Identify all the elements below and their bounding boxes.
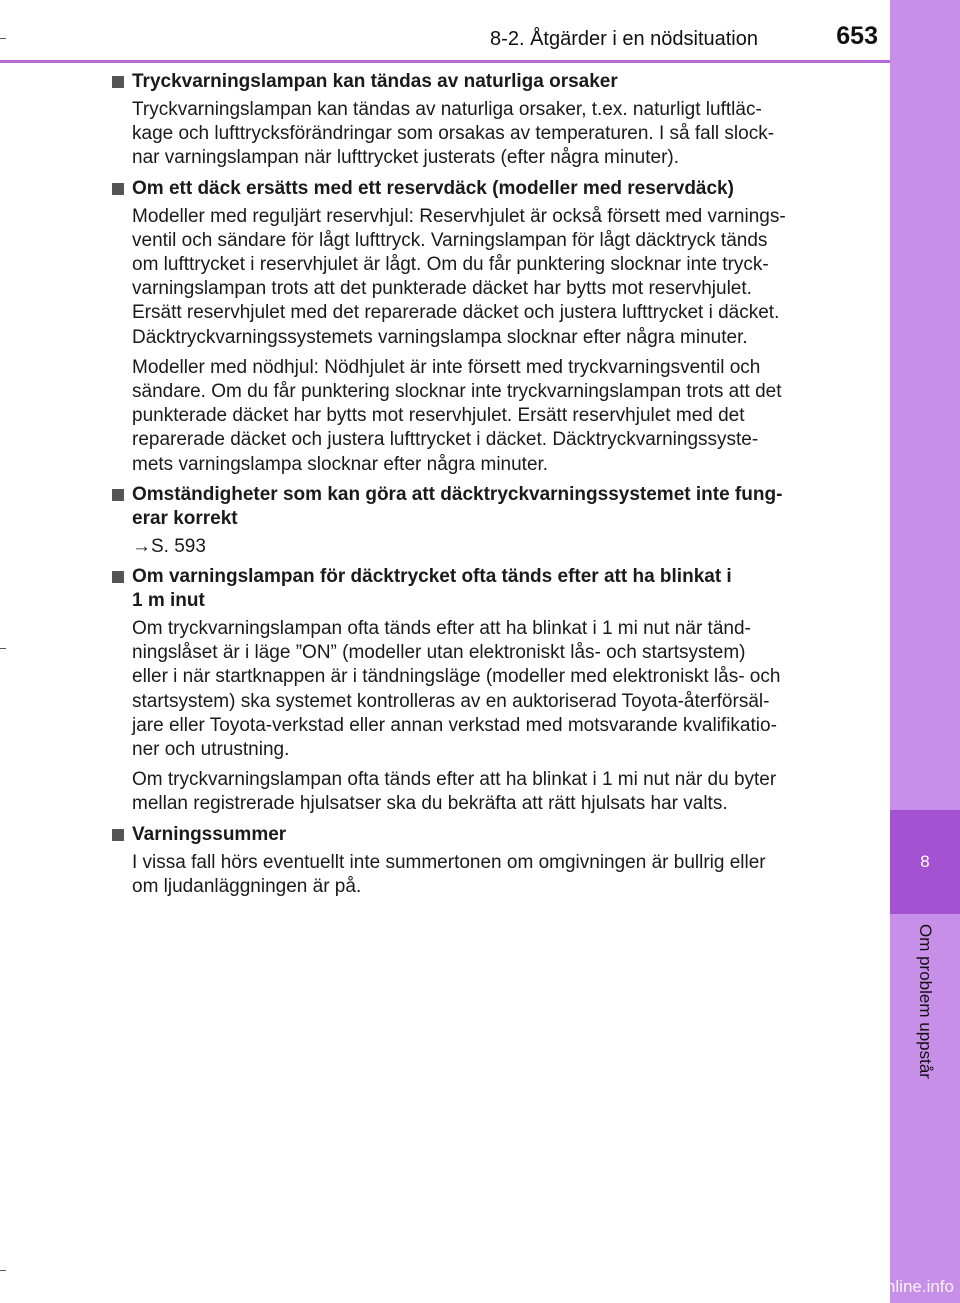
section-item (112, 565, 842, 817)
body-paragraph[interactable]: →S. 593 (132, 535, 206, 557)
section-heading-text: Om varningslampan för däcktrycket ofta tänds efter att ha blinkat i 1 m inut (132, 566, 732, 612)
body-paragraph: I vissa fall hörs eventuellt inte summertonen om omgivningen är bullrig eller om ljudanläggningen är på. (132, 851, 766, 897)
watermark: carmanualsonline.info (788, 1277, 954, 1296)
section-item (112, 483, 842, 559)
square-bullet-icon (112, 571, 124, 583)
square-bullet-icon (112, 829, 124, 841)
section-item (112, 177, 842, 477)
chapter-title: Om problem uppstår (916, 924, 935, 1079)
square-bullet-icon (112, 489, 124, 501)
page-content (112, 70, 842, 905)
page-header (0, 0, 890, 60)
chapter-tab[interactable] (890, 810, 960, 914)
body-paragraph: Om tryckvarningslampan ofta tänds efter att ha blinkat i 1 mi nut när tänd- ningslåset är i läge ”ON” (modeller utan elektroniskt lås- och startsystem) eller i när startknappen är i tändningsläge (modeller med elektroniskt lås- och startsystem) ska systemet kontrolleras av en auktoriserad Toyota-återförsäl- jare eller Toyota-verkstad eller annan verkstad med motsvarande kvalifikatio- ner och utrustning. (132, 618, 781, 761)
crop-mark (0, 648, 6, 649)
section-item (112, 70, 842, 171)
header-rule (0, 60, 890, 63)
section-heading (112, 70, 842, 94)
body-paragraph: Modeller med nödhjul: Nödhjulet är inte försett med tryckvarningsventil och sändare. Om du får punktering slocknar inte tryckvarningslampan trots att det punkterade däcket har bytts mot reservhjulet. Ersätt reservhjulet med det reparerade däcket och justera lufttrycket i däcket. Däcktryckvarningssyste- mets varningslampa slocknar efter några minuter. (132, 356, 782, 475)
section-heading-text: Tryckvarningslampan kan tändas av naturliga orsaker (132, 71, 618, 92)
chapter-title-container (890, 924, 960, 1124)
body-paragraph: Om tryckvarningslampan ofta tänds efter att ha blinkat i 1 mi nut när du byter mellan registrerade hjulsatser ska du bekräfta att rätt hjulsats har valts. (132, 769, 777, 815)
section-heading (112, 483, 842, 531)
section-heading-text: Varningssummer (132, 823, 287, 845)
chapter-number: 8 (920, 852, 930, 871)
section-heading (112, 823, 842, 847)
section-heading (112, 565, 842, 613)
page-number: 653 (836, 22, 878, 50)
chapter-sidebar (890, 0, 960, 1303)
body-paragraph: Tryckvarningslampan kan tändas av naturliga orsaker, t.ex. naturligt luftläc- kage och lufttrycksförändringar som orsakas av temperaturen. I så fall slock- nar varningslampan när lufttrycket justerats (efter några minuter). (132, 99, 775, 169)
section-heading (112, 177, 842, 201)
square-bullet-icon (112, 76, 124, 88)
section-heading-text: Om ett däck ersätts med ett reservdäck (modeller med reservdäck) (132, 177, 734, 199)
body-paragraph: Modeller med reguljärt reservhjul: Reservhjulet är också försett med varnings- ventil och sändare för lågt lufttryck. Varningslampan för lågt däcktryck tänds om lufttrycket i reservhjulet är lågt. Om du får punktering slocknar inte tryck- varningslampan trots att det punkterade däcket har bytts mot reservhjulet. Ersätt reservhjulet med det reparerade däcket och justera lufttrycket i däcket. Däcktryckvarningssystemets varningslampa slocknar efter några minuter. (132, 205, 786, 348)
section-title: 8-2. Åtgärder i en nödsituation (490, 28, 758, 50)
section-item (112, 823, 842, 899)
square-bullet-icon (112, 183, 124, 195)
section-heading-text: Omständigheter som kan göra att däcktryckvarningssystemet inte fung- erar korrekt (132, 483, 783, 529)
crop-mark (0, 1270, 6, 1271)
